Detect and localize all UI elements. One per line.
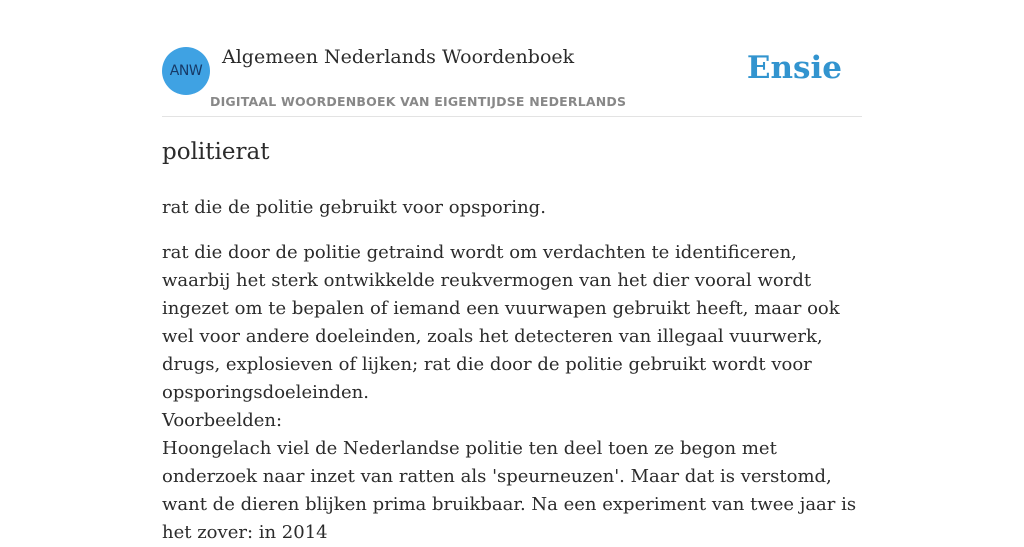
headword: politierat: [162, 139, 270, 165]
long-definition-text: rat die door de politie getraind wordt om verdachten te identificeren, waarbij het sterk ontwikkelde reukvermogen van het dier vooral wordt ingezet om te bepalen of iemand een vuurwapen gebruikt heeft, maar ook wel voor andere doeleinden, zoals het detecteren van illegaal vuurwerk, drugs, explosieven of lijken; rat die door de politie gebruikt wordt voor opsporingsdoeleinden.: [162, 242, 840, 403]
ensie-brand-logo[interactable]: Ensie: [746, 50, 842, 86]
long-definition: [162, 239, 862, 407]
site-tagline: DIGITAAL WOORDENBOEK VAN EIGENTIJDSE NEDERLANDS: [210, 94, 627, 109]
site-header: [162, 0, 862, 117]
page-container: [162, 0, 862, 543]
examples-section: [162, 407, 862, 547]
site-title[interactable]: Algemeen Nederlands Woordenboek: [222, 46, 575, 68]
anw-logo[interactable]: [162, 47, 210, 95]
examples-label: Voorbeelden:: [162, 410, 283, 431]
short-definition: rat die de politie gebruikt voor opsporing.: [162, 197, 546, 218]
logo-text: ANW: [169, 63, 203, 79]
example-text: Hoongelach viel de Nederlandse politie ten deel toen ze begon met onderzoek naar inzet van ratten als 'speurneuzen'. Maar dat is verstomd, want de dieren blijken prima bruikbaar. Na een experiment van twee jaar is het zover: in 2014: [162, 438, 857, 543]
